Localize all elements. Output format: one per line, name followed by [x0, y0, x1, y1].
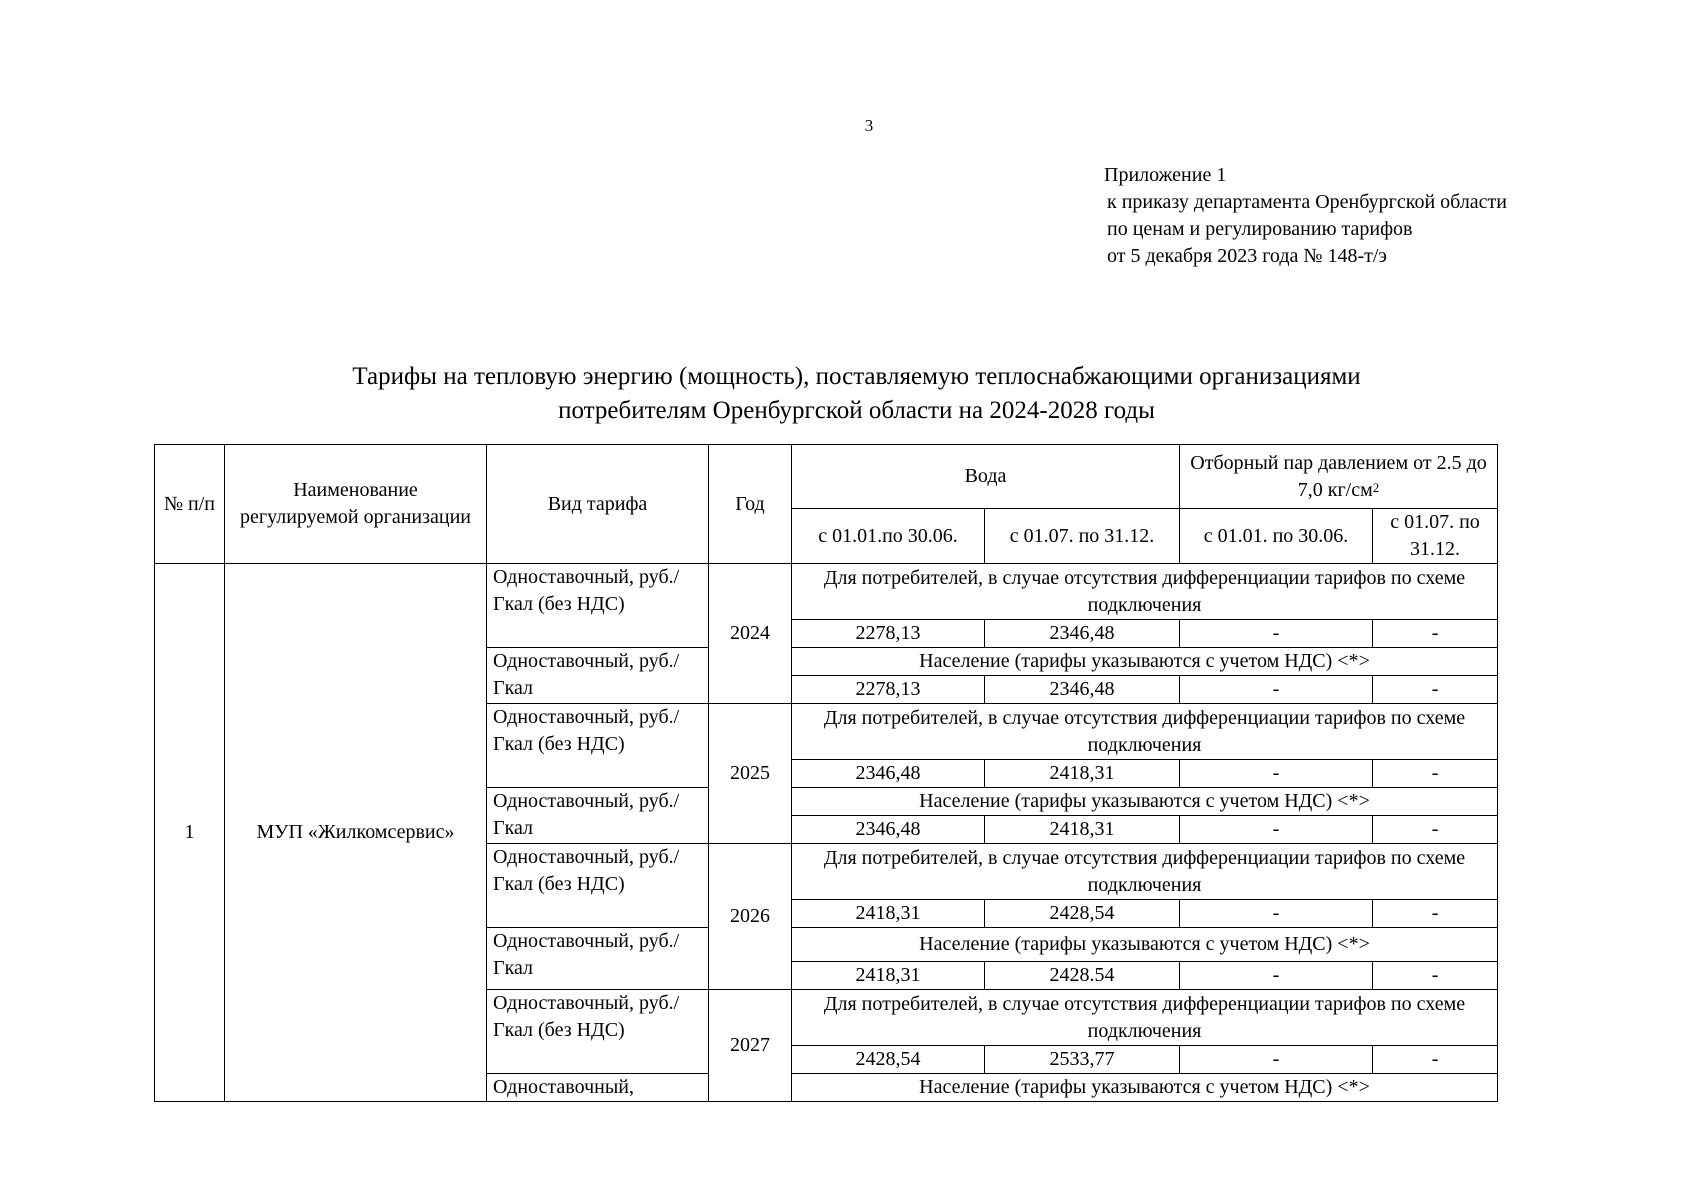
appendix-line: по ценам и регулированию тарифов: [1107, 218, 1413, 240]
year-cell: 2026: [709, 844, 792, 990]
header-steam-text: Отборный пар давлением от 2.5 до 7,0 кг/см: [1190, 451, 1487, 501]
tariff-value: 2418,31: [985, 816, 1180, 844]
tariff-value: -: [1373, 676, 1498, 704]
tariff-value: 2418,31: [792, 900, 985, 928]
tariff-value: 2418,31: [985, 760, 1180, 788]
header-tariff-type: Вид тарифа: [487, 445, 709, 564]
tariff-value: 2428.54: [985, 962, 1180, 990]
appendix-line: Приложение 1: [1104, 164, 1227, 186]
header-water-period-2: с 01.07. по 31.12.: [985, 509, 1180, 564]
year-cell: 2024: [709, 564, 792, 704]
tariff-value: 2428,54: [985, 900, 1180, 928]
consumers-group-label: Для потребителей, в случае отсутствия дифференциации тарифов по схеме подключения: [792, 564, 1498, 620]
tariff-value: -: [1180, 816, 1373, 844]
consumers-group-label: Для потребителей, в случае отсутствия дифференциации тарифов по схеме подключения: [792, 990, 1498, 1046]
tariff-value: 2418,31: [792, 962, 985, 990]
tariff-value: -: [1180, 676, 1373, 704]
header-org: Наименование регулируемой организации: [225, 445, 487, 564]
org-name: МУП «Жилкомсервис»: [225, 564, 487, 1102]
tariff-value: 2346,48: [985, 676, 1180, 704]
title-line-1: Тарифы на тепловую энергию (мощность), поставляемую теплоснабжающими организациями: [352, 363, 1361, 390]
appendix-block: [1104, 162, 1507, 270]
tariff-type-no-vat: Одноставочный, руб./Гкал (без НДС): [487, 564, 709, 648]
population-group-label: Население (тарифы указываются с учетом НДС) <*>: [792, 928, 1498, 962]
tariff-value: -: [1373, 620, 1498, 648]
tariff-value: 2428,54: [792, 1046, 985, 1074]
tariff-value: 2278,13: [792, 676, 985, 704]
tariff-value: -: [1373, 816, 1498, 844]
document-title: [150, 360, 1563, 428]
tariff-value: -: [1180, 1046, 1373, 1074]
header-steam: [1180, 445, 1498, 509]
tariff-value: 2278,13: [792, 620, 985, 648]
header-water-period-1: с 01.01.по 30.06.: [792, 509, 985, 564]
tariff-type-no-vat: Одноставочный, руб./Гкал (без НДС): [487, 844, 709, 928]
tariff-value: -: [1180, 760, 1373, 788]
tariff-type-no-vat: Одноставочный, руб./Гкал (без НДС): [487, 990, 709, 1074]
header-steam-sup: 2: [1372, 479, 1380, 495]
year-cell: 2027: [709, 990, 792, 1102]
tariff-type-with-vat: Одноставочный,: [487, 1074, 709, 1102]
tariff-type-no-vat: Одноставочный, руб./Гкал (без НДС): [487, 704, 709, 788]
consumers-group-label: Для потребителей, в случае отсутствия дифференциации тарифов по схеме подключения: [792, 844, 1498, 900]
tariff-value: -: [1373, 900, 1498, 928]
year-cell: 2025: [709, 704, 792, 844]
population-group-label: Население (тарифы указываются с учетом НДС) <*>: [792, 1074, 1498, 1102]
appendix-line: от 5 декабря 2023 года № 148-т/э: [1107, 245, 1387, 267]
tariff-value: 2346,48: [792, 760, 985, 788]
title-line-2: потребителям Оренбургской области на 2024-2028 годы: [558, 397, 1155, 424]
header-steam-period-1: с 01.01. по 30.06.: [1180, 509, 1373, 564]
tariff-value: -: [1180, 962, 1373, 990]
tariff-value: -: [1373, 1046, 1498, 1074]
population-group-label: Население (тарифы указываются с учетом НДС) <*>: [792, 648, 1498, 676]
tariff-type-with-vat: Одноставочный, руб./Гкал: [487, 648, 709, 704]
consumers-group-label: Для потребителей, в случае отсутствия дифференциации тарифов по схеме подключения: [792, 704, 1498, 760]
row-number: 1: [155, 564, 225, 1102]
header-water: Вода: [792, 445, 1180, 509]
tariff-value: 2346,48: [985, 620, 1180, 648]
tariff-table: [154, 444, 1498, 1102]
tariff-value: 2346,48: [792, 816, 985, 844]
tariff-type-with-vat: Одноставочный, руб./Гкал: [487, 928, 709, 990]
population-group-label: Население (тарифы указываются с учетом НДС) <*>: [792, 788, 1498, 816]
tariff-type-with-vat: Одноставочный, руб./Гкал: [487, 788, 709, 844]
page-number: 3: [864, 116, 874, 135]
tariff-value: -: [1180, 620, 1373, 648]
tariff-value: -: [1373, 760, 1498, 788]
header-steam-period-2: с 01.07. по 31.12.: [1373, 509, 1498, 564]
tariff-value: -: [1180, 900, 1373, 928]
header-num: № п/п: [155, 445, 225, 564]
tariff-value: 2533,77: [985, 1046, 1180, 1074]
header-year: Год: [709, 445, 792, 564]
tariff-value: -: [1373, 962, 1498, 990]
appendix-line: к приказу департамента Оренбургской области: [1107, 191, 1507, 213]
